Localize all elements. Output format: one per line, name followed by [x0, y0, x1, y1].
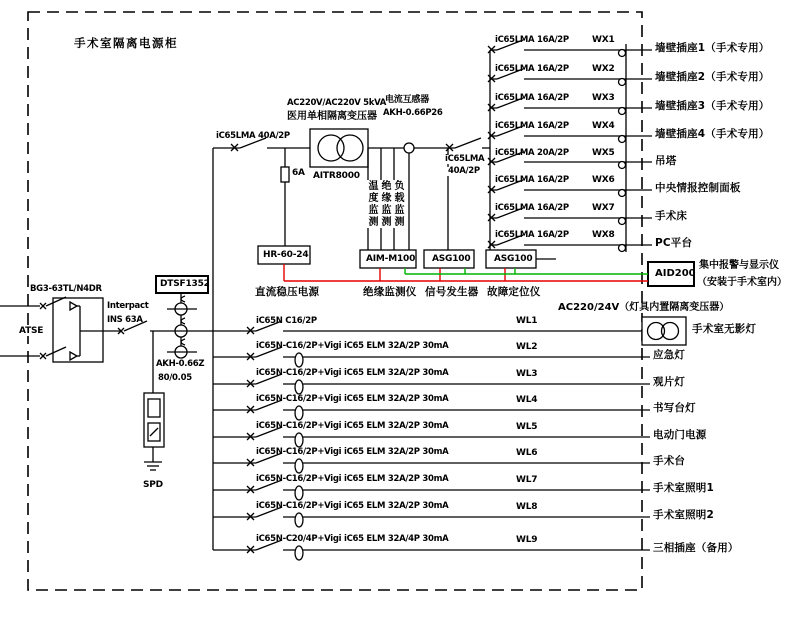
output-breaker-label-2: 40A/2P: [448, 166, 480, 176]
wx6-breaker-label: iC65LMA 16A/2P: [495, 175, 569, 185]
dc-supply-name: 直流稳压电源: [255, 286, 320, 298]
wx3-load: 墙壁插座3（手术专用）: [655, 100, 770, 112]
wl6-id: WL6: [516, 448, 538, 458]
vlabel-load: 负载监测: [392, 180, 403, 228]
wx8-load: PC平台: [655, 237, 693, 249]
signal-generator-name: 信号发生器: [425, 286, 479, 298]
output-current-transformer: [404, 143, 414, 153]
tx-rating-label: AC220V/AC220V 5kVA: [287, 98, 387, 108]
fault-locator-name: 故障定位仪: [487, 286, 541, 298]
wl9-breaker-label: iC65N-C20/4P+Vigi iC65 ELM 32A/4P 30mA: [256, 534, 449, 544]
wl9-id: WL9: [516, 535, 538, 545]
alarm-model: AID200: [655, 268, 696, 279]
fuse-6a: [281, 167, 289, 182]
wl1-load: 手术室无影灯: [692, 323, 757, 335]
wl6-breaker-label: iC65N-C16/2P+Vigi iC65 ELM 32A/2P 30mA: [256, 447, 449, 457]
wx1-breaker-label: iC65LMA 16A/2P: [495, 35, 569, 45]
page-title: 手术室隔离电源柜: [74, 36, 178, 50]
wl5-load: 电动门电源: [653, 429, 707, 441]
wl3-load: 观片灯: [653, 376, 686, 388]
monitoring-modules: [258, 246, 694, 286]
wx4-breaker-label: iC65LMA 16A/2P: [495, 121, 569, 131]
wx3-breaker-label: iC65LMA 16A/2P: [495, 93, 569, 103]
ct-ratio-label: 80/0.05: [158, 373, 192, 383]
wx7-load: 手术床: [655, 210, 688, 222]
vlabel-insulation: 绝缘监测: [379, 180, 390, 228]
isolator-label-1: Interpact: [107, 301, 149, 311]
alarm-note: （安装于手术室内）: [697, 277, 787, 288]
wl8-breaker-label: iC65N-C16/2P+Vigi iC65 ELM 32A/2P 30mA: [256, 501, 449, 511]
tx-model-label: AITR8000: [313, 171, 360, 181]
wx7-id: WX7: [592, 203, 615, 213]
insulation-monitor-name: 绝缘监测仪: [363, 286, 417, 298]
wl7-id: WL7: [516, 475, 538, 485]
wl8-load: 手术室照明2: [653, 509, 715, 521]
output-ct-name-label: 电流互感器: [385, 95, 430, 105]
insulation-monitor-model: AIM-M100: [366, 254, 416, 264]
wx2-id: WX2: [592, 64, 615, 74]
wx6-id: WX6: [592, 175, 615, 185]
dc-bus-wiring: [284, 264, 648, 281]
wl2-breaker-label: iC65N-C16/2P+Vigi iC65 ELM 32A/2P 30mA: [256, 341, 449, 351]
fuse-label: 6A: [292, 168, 305, 178]
wl3-id: WL3: [516, 369, 538, 379]
wx5-breaker-label: iC65LMA 20A/2P: [495, 148, 569, 158]
wx8-id: WX8: [592, 230, 615, 240]
wx6-load: 中央情报控制面板: [655, 182, 741, 194]
wl1-breaker-label: iC65N C16/2P: [256, 316, 317, 326]
wl7-breaker-label: iC65N-C16/2P+Vigi iC65 ELM 32A/2P 30mA: [256, 474, 449, 484]
isolator-label-2: INS 63A: [107, 315, 143, 325]
wx3-id: WX3: [592, 93, 615, 103]
wx7-breaker-label: iC65LMA 16A/2P: [495, 203, 569, 213]
wl-group: [213, 317, 686, 560]
signal-bus-wiring: [405, 268, 648, 274]
wl9-load: 三相插座（备用）: [653, 542, 739, 554]
wx2-breaker-label: iC65LMA 16A/2P: [495, 64, 569, 74]
meter-model-label: DTSF1352: [160, 279, 210, 289]
spd-branch: [144, 331, 164, 470]
spd-label: SPD: [143, 480, 163, 490]
dc-supply-model: HR-60-24: [263, 250, 309, 260]
wx4-id: WX4: [592, 121, 615, 131]
wx2-load: 墙壁插座2（手术专用）: [655, 71, 770, 83]
tx-type-label: 医用单相隔离变压器: [287, 111, 377, 122]
fault-locator-model: ASG100: [494, 254, 533, 264]
wl5-breaker-label: iC65N-C16/2P+Vigi iC65 ELM 32A/2P 30mA: [256, 421, 449, 431]
wx1-load: 墙壁插座1（手术专用）: [655, 42, 770, 54]
wl4-id: WL4: [516, 395, 538, 405]
atse-label: ATSE: [19, 326, 44, 336]
wl2-load: 应急灯: [653, 349, 686, 361]
wx1-id: WX1: [592, 35, 615, 45]
output-ct-model-label: AKH-0.66P26: [383, 108, 443, 118]
wx5-id: WX5: [592, 148, 615, 158]
isolation-transformer-box: [310, 129, 368, 167]
wl1-id: WL1: [516, 316, 538, 326]
ct-model-label: AKH-0.66Z: [156, 359, 205, 369]
wl3-breaker-label: iC65N-C16/2P+Vigi iC65 ELM 32A/2P 30mA: [256, 368, 449, 378]
wx8-breaker-label: iC65LMA 16A/2P: [495, 230, 569, 240]
transformer-branch: [213, 129, 490, 250]
ats-model-label: BG3-63TL/N4DR: [30, 284, 102, 294]
alarm-name: 集中报警与显示仪: [699, 260, 779, 271]
vlabel-temperature: 温度监测: [366, 180, 377, 228]
output-breaker-label-1: iC65LMA: [445, 154, 485, 164]
wl5-id: WL5: [516, 422, 538, 432]
wx4-load: 墙壁插座4（手术专用）: [655, 128, 770, 140]
wl7-load: 手术室照明1: [653, 482, 715, 494]
wl8-id: WL8: [516, 502, 538, 512]
tx-input-breaker-label: iC65LMA 40A/2P: [216, 131, 290, 141]
signal-generator-model: ASG100: [432, 254, 471, 264]
wx5-load: 吊塔: [655, 155, 677, 167]
wl-note: AC220/24V（灯具内置隔离变压器）: [558, 302, 730, 313]
wl6-load: 手术台: [653, 455, 686, 467]
wl2-id: WL2: [516, 342, 538, 352]
wl4-breaker-label: iC65N-C16/2P+Vigi iC65 ELM 32A/2P 30mA: [256, 394, 449, 404]
wl4-load: 书写台灯: [653, 402, 696, 414]
